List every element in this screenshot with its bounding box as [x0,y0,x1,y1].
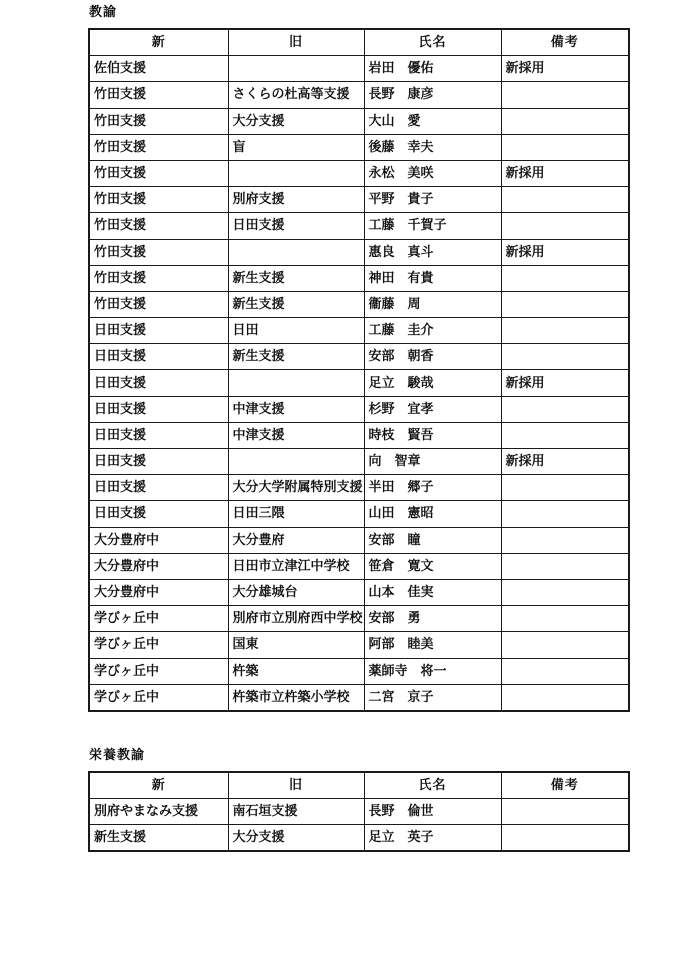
table-row [89,396,629,422]
table-row [89,684,629,711]
table-cell: 竹田支援 [89,213,228,239]
eiyo-kyoyu-table-body [89,799,629,852]
table-cell: 日田三隈 [228,501,364,527]
table-row [89,134,629,160]
table-row [89,82,629,108]
column-header: 旧 [228,29,364,56]
table-cell: 大分豊府中 [89,527,228,553]
column-header: 氏名 [364,29,501,56]
table-cell: 竹田支援 [89,160,228,186]
table-cell: 後藤 幸夫 [364,134,501,160]
kyoyu-table-body [89,56,629,711]
table-row [89,501,629,527]
table-row [89,825,629,852]
table-row [89,318,629,344]
table-cell: 山本 佳実 [364,579,501,605]
table-cell [501,606,629,632]
table-cell: 新採用 [501,239,629,265]
table-cell: 中津支援 [228,422,364,448]
eiyo-kyoyu-table-header [89,772,629,799]
table-cell: 学びヶ丘中 [89,606,228,632]
table-cell: 新生支援 [228,291,364,317]
table-cell: 足立 駿哉 [364,370,501,396]
table-cell: 大分大学附属特別支援 [228,475,364,501]
table-cell: 日田支援 [89,318,228,344]
table-cell: 安部 勇 [364,606,501,632]
table-row [89,475,629,501]
table-cell: 山田 憲昭 [364,501,501,527]
table-cell: 竹田支援 [89,239,228,265]
table-cell: 竹田支援 [89,291,228,317]
table-cell [501,213,629,239]
table-title-kyoyu: 教諭 [89,5,118,20]
table-row [89,370,629,396]
table-cell: 大分豊府中 [89,579,228,605]
table-cell [501,825,629,852]
table-row [89,527,629,553]
table-row [89,344,629,370]
table-cell [501,134,629,160]
table-cell: 阿部 睦美 [364,632,501,658]
table-cell: 大山 愛 [364,108,501,134]
table-cell: 国東 [228,632,364,658]
table-cell [228,449,364,475]
table-cell [501,265,629,291]
table-cell: 佐伯支援 [89,56,228,82]
table-cell: 竹田支援 [89,265,228,291]
table-cell [501,475,629,501]
table-cell [501,527,629,553]
table-cell: 南石垣支援 [228,799,364,825]
table-cell: 半田 郷子 [364,475,501,501]
table-cell: 衞藤 周 [364,291,501,317]
table-row [89,606,629,632]
table-cell: 竹田支援 [89,134,228,160]
table-cell: 工藤 千賀子 [364,213,501,239]
table-cell [501,396,629,422]
table-cell: 日田市立津江中学校 [228,553,364,579]
table-row [89,239,629,265]
table-cell: 中津支援 [228,396,364,422]
table-cell: 日田支援 [228,213,364,239]
table-cell [501,579,629,605]
table-cell [501,799,629,825]
table-cell: 安部 瞳 [364,527,501,553]
table-cell: 盲 [228,134,364,160]
table-row [89,291,629,317]
table-cell [501,187,629,213]
table-cell: 竹田支援 [89,187,228,213]
table-cell: 大分豊府中 [89,553,228,579]
table-cell: 時枝 賢吾 [364,422,501,448]
table-cell: 新生支援 [228,344,364,370]
table-cell: 大分支援 [228,108,364,134]
table-cell: 日田支援 [89,422,228,448]
table-cell: 新採用 [501,370,629,396]
table-cell: さくらの杜高等支援 [228,82,364,108]
table-cell: 新採用 [501,56,629,82]
table-cell: 日田支援 [89,501,228,527]
table-cell [228,370,364,396]
table-cell: 安部 朝香 [364,344,501,370]
column-header: 旧 [228,772,364,799]
table-cell [501,82,629,108]
table-row [89,187,629,213]
table-cell [501,501,629,527]
table-cell: 新採用 [501,160,629,186]
column-header: 備考 [501,29,629,56]
table-cell: 竹田支援 [89,108,228,134]
table-cell [228,56,364,82]
table-row [89,422,629,448]
table-cell: 日田 [228,318,364,344]
table-cell [501,632,629,658]
table-cell: 別府やまなみ支援 [89,799,228,825]
table-row [89,579,629,605]
table-cell: 日田支援 [89,449,228,475]
table-title-eiyo-kyoyu: 栄養教諭 [89,747,146,763]
table-cell: 平野 貴子 [364,187,501,213]
table-cell: 向 智章 [364,449,501,475]
column-header: 氏名 [364,772,501,799]
table-cell [501,318,629,344]
table-row [89,108,629,134]
table-row [89,56,629,82]
table-row [89,658,629,684]
column-header: 新 [89,772,228,799]
eiyo-kyoyu-table [88,771,630,853]
table-cell: 杵築 [228,658,364,684]
table-cell: 二宮 京子 [364,684,501,711]
table-cell: 学びヶ丘中 [89,632,228,658]
table-row [89,449,629,475]
table-cell: 学びヶ丘中 [89,684,228,711]
kyoyu-table-header [89,29,629,56]
table-cell: 岩田 優佑 [364,56,501,82]
section-kyoyu [88,5,628,712]
table-cell: 神田 有貴 [364,265,501,291]
table-row [89,160,629,186]
table-cell: 工藤 圭介 [364,318,501,344]
table-cell: 大分豊府 [228,527,364,553]
table-cell: 長野 倫世 [364,799,501,825]
header-row [89,29,629,56]
table-cell: 日田支援 [89,475,228,501]
table-row [89,265,629,291]
kyoyu-table [88,28,630,712]
table-cell [501,658,629,684]
table-cell: 惠良 真斗 [364,239,501,265]
table-cell [228,160,364,186]
table-cell: 長野 康彦 [364,82,501,108]
table-cell: 永松 美咲 [364,160,501,186]
table-row [89,632,629,658]
table-cell: 大分支援 [228,825,364,852]
table-row [89,213,629,239]
table-cell: 日田支援 [89,344,228,370]
table-cell [501,422,629,448]
table-cell: 新生支援 [228,265,364,291]
table-cell: 新採用 [501,449,629,475]
table-row [89,799,629,825]
table-cell: 笹倉 寛文 [364,553,501,579]
table-cell: 杉野 宜孝 [364,396,501,422]
table-cell [501,684,629,711]
table-cell [228,239,364,265]
table-cell: 別府支援 [228,187,364,213]
table-cell: 日田支援 [89,370,228,396]
section-eiyo-kyoyu [88,748,628,853]
table-cell: 竹田支援 [89,82,228,108]
table-cell: 大分雄城台 [228,579,364,605]
table-cell [501,291,629,317]
table-cell: 薬師寺 将一 [364,658,501,684]
table-cell: 日田支援 [89,396,228,422]
table-row [89,553,629,579]
header-row [89,772,629,799]
table-cell [501,344,629,370]
table-cell: 学びヶ丘中 [89,658,228,684]
table-cell: 足立 英子 [364,825,501,852]
column-header: 備考 [501,772,629,799]
table-cell [501,553,629,579]
table-cell: 杵築市立杵築小学校 [228,684,364,711]
table-cell: 別府市立別府西中学校 [228,606,364,632]
table-cell [501,108,629,134]
column-header: 新 [89,29,228,56]
table-cell: 新生支援 [89,825,228,852]
